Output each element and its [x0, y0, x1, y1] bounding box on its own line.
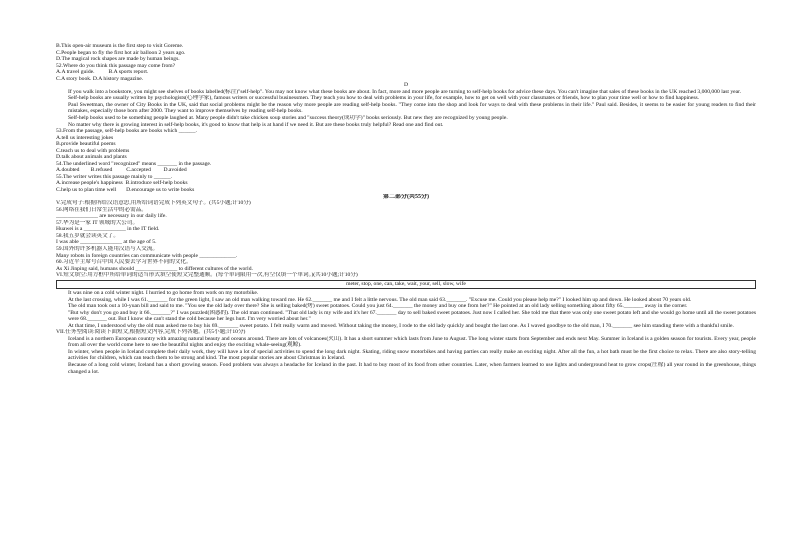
questions-d: [56, 128, 756, 193]
question-line: 55.The writer writes this passage mainly to ______.: [56, 173, 173, 180]
option-line: A.tell us interesting jokes: [56, 134, 114, 141]
option-line: C.teach us to deal with problems: [56, 147, 130, 154]
paragraph: If you walk into a bookstore, you might see shelves of books labelled(标注)"self-help". You may not know what these books are about. In fact, more and more people are turning to self-help books for advice these days. You can't imagine that sales of these books in the UK reached 3,000,000 last year.: [68, 88, 742, 95]
paragraph: Paul Sweetman, the owner of City Books in the UK, said that social problems might be the reason why more people are reading self-help books. "They come into the shop and look for ways to deal with these problems in their life." Paul said. Besides, it seems to be easier for young readers to find their mistakes, especially those born after 2000. They want to improve themselves by reading self-help books.: [68, 101, 756, 115]
word-box: meter, stop, one, can, take, wait, your, sell, slow, wife: [56, 280, 756, 289]
section-v: [56, 200, 756, 272]
section-vi: [56, 272, 756, 329]
section-d-label: D: [403, 82, 409, 89]
passage-d: [56, 89, 756, 128]
paragraph: No matter why there is growing interest in self-help books, it's good to know that help is at hand if we need it. But are these books truly helpful? Read one and find out.: [68, 121, 444, 128]
section-v-title: V.完成句子:根据所给汉语意思,用所给词语完成下列英文句子。(共5小题;计10分): [56, 200, 251, 207]
paragraph: "But why don't you go and buy it 66._______?" I was puzzled(困惑的). The old man continued. "That old lady is my wife and it's her 67._______ day to sell baked sweet potatoes. Just now I called her. She told me that there was only one sweet potato left and she would go home until all the sweet potatoes were 68._______ out. But I know she can't stand the cold because her legs hurt. I'm very worried about her.": [68, 309, 756, 323]
answer-line: Huawei is a _______________ in the IT field.: [56, 226, 160, 233]
option-line: A.increase people's happiness B.introduce self-help books: [56, 180, 188, 187]
question-52: 52.Where do you think this passage may come from?: [56, 62, 176, 69]
paragraph: Iceland is a northern European country with amazing natural beauty and oceans around. There are lots of volcanoes(火山). It has a short summer which lasts from June to August. The long winter starts from September and ends next May. Summer in Iceland is a golden season for tourists. Every year, people from all over the world come here to see the beautiful nights and enjoy the exciting whale-seeing(观鲸).: [68, 335, 756, 349]
option-line: A.A travel guide. B.A sports report.: [56, 69, 149, 76]
option-line: A.doubted B.refused C.accepted D.avoided: [56, 167, 187, 174]
text-line: D.The magical rock shapes are made by human beings.: [56, 56, 180, 63]
text-line: B.This open-air museum is the first step to visit Goreme.: [56, 43, 184, 49]
prompt-line: 60.习近平主席号召中国人民要去学习世界不同的文化。: [56, 259, 192, 266]
section-vii-title: VII.任务型阅读:阅读下面短文,根据短文内容,完成下列各题。(共5小题;计10分): [56, 329, 246, 336]
prompt-line: 57.华为是一家 IT 领域的大公司。: [56, 219, 139, 226]
paragraph: It was nine on a cold winter night. I hurried to go home from work on my motorbike.: [68, 289, 259, 296]
part-two-title: 第二部分(共55分): [383, 193, 429, 200]
section-vi-title: VI.短文填空:用方框中所给单词的适当形式填空使短文完整通顺。(每个单词限用一次,有空仅填一个单词。)(共10小题;计10分): [56, 272, 358, 279]
top-lines: [56, 43, 756, 82]
question-line: 54.The underlined word "recognized" means _______ in the passage.: [56, 160, 212, 167]
answer-line: Many robots in foreign countries can communicate with people _____________.: [56, 252, 238, 259]
option-line: B.provide beautiful poems: [56, 141, 116, 148]
prompt-line: 56.网络在我们日常生活中的必需品。: [56, 206, 147, 213]
question-line: 53.From the passage, self-help books are books which ______.: [56, 128, 197, 135]
prompt-line: 59.国外的许多机器人能用汉语与人交流。: [56, 245, 159, 252]
paragraph: At that time, I understood why the old man asked me to buy his 69._______ sweet potato. I felt really warm and moved. Without taking the money, I rode to the old lady quickly and bought the last one. As I waved goodbye to the old man, I 70._______ see him standing there with a thankful smile.: [68, 322, 734, 329]
answer-line: As Xi Jinping said, humans should _______________ to different cultures of the world.: [56, 265, 253, 272]
exam-page: [56, 43, 756, 375]
paragraph: The old man took out a 10-yuan bill and said to me. "You see the old lady over there? She is selling baked(烤) sweet potatoes. Could you just 64._______ the money and buy one from her?" He pointed at an old lady selling something about fifty 65._______ away in the corner.: [68, 303, 688, 310]
answer-line: _______________ are necessary in our daily life.: [56, 213, 167, 220]
paragraph: Self-help books are usually written by psychologists(心理学家), famous writers or successful businessmen. They teach you how to deal with problems in your life, for example, how to get on well with your classmates or friends, how to plan your time well or how to find happiness.: [68, 95, 700, 102]
option-line: C.help us to plan time well D.encourage us to write books: [56, 187, 195, 194]
paragraph: In winter, when people in Iceland complete their daily work, they will have a lot of special activities to spend the long dark night. Skating, riding snow motorbikes and having parties can really make an exciting night. After all the fun, a hot bath must be the first choice to relax. There are also story-telling activities for children, which can teach them to be strong and kind. The most popular stories are about Christmas in Iceland.: [68, 348, 756, 362]
paragraph: Self-help books used to be something people laughed at. Many people didn't take chicken soup stories and "success theory(成功学)" books seriously. But new they are recognized by young people.: [68, 115, 508, 122]
paragraph: Because of a long cold winter, Iceland has a short growing season. Food problem was always a headache for Iceland in the past. It had to buy most of its food from other countries. Later, when farmers learned to use lights and underground heat to grow crops(庄稼) all year round in the greenhouse, things changed a lot.: [68, 362, 756, 375]
prompt-line: 58.我五岁就会读英文了。: [56, 232, 119, 239]
paragraph: At the last crossing, while I was 61._______ for the green light, I saw an old man walking toward me. He 62._______ me and I felt a little nervous. The old man said 63._______. "Excuse me. Could you please help me?" I looked him up and down. He looked about 70 years old.: [68, 296, 692, 303]
text-line: C.People began to fly the first hot air balloon 2 years ago.: [56, 49, 186, 56]
option-line: C.A story book. D.A history magazine.: [56, 75, 144, 82]
option-line: D.talk about animals and plants: [56, 154, 127, 161]
answer-line: I was able _______________ at the age of 5.: [56, 239, 157, 246]
section-vii: [56, 329, 756, 375]
